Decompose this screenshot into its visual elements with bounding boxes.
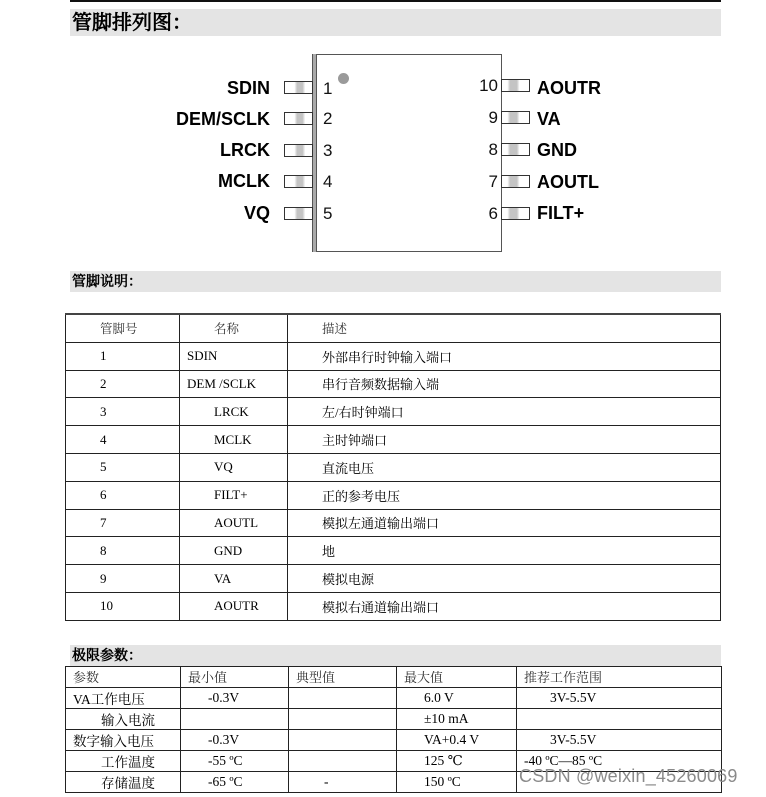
header-min: 最小值 <box>181 667 289 688</box>
pin-label-lrck: LRCK <box>220 140 270 160</box>
table-row <box>66 537 721 565</box>
pin-label-sdin: SDIN <box>226 78 270 98</box>
table-row <box>66 342 721 370</box>
cell-parameter: 工作温度 <box>66 750 181 771</box>
cell-max: 150 ºC <box>397 771 517 792</box>
pin-label-dem-sclk: DEM/SCLK <box>176 109 270 129</box>
pin-label-mclk: MCLK <box>218 171 270 191</box>
pin-lead-8 <box>501 143 530 156</box>
table-row <box>66 370 721 398</box>
pin-number-4: 4 <box>323 172 333 191</box>
cell-pin-number: 5 <box>66 453 180 481</box>
cell-typical: - <box>289 771 397 792</box>
pin-label-aoutl: AOUTL <box>537 172 599 192</box>
cell-pin-description: 地 <box>288 537 721 565</box>
pin-number-7: 7 <box>488 172 498 191</box>
cell-max: ±10 mA <box>397 708 517 729</box>
header-pin-number: 管脚号 <box>66 314 180 342</box>
cell-pin-description: 模拟右通道输出端口 <box>288 592 721 620</box>
pin-lead-5 <box>284 207 313 220</box>
csdn-watermark: CSDN @weixin_45260069 <box>519 766 738 786</box>
cell-pin-number: 4 <box>66 426 180 454</box>
cell-pin-description: 模拟电源 <box>288 565 721 593</box>
cell-parameter: 数字输入电压 <box>66 729 181 750</box>
cell-recommended-range: -40 ºC—85 ºC <box>517 750 722 771</box>
pin-number-5: 5 <box>323 204 333 223</box>
cell-pin-name: LRCK <box>180 398 288 426</box>
pin-label-va: VA <box>537 109 561 129</box>
cell-pin-description: 外部串行时钟输入端口 <box>288 342 721 370</box>
pin-lead-2 <box>284 112 313 125</box>
table-row <box>66 565 721 593</box>
pin-lead-10 <box>501 79 530 92</box>
cell-parameter: 输入电流 <box>66 708 181 729</box>
pin-lead-7 <box>501 175 530 188</box>
cell-recommended-range: 3V-5.5V <box>517 729 722 750</box>
pin-label-vq: VQ <box>243 203 270 223</box>
cell-pin-name: MCLK <box>180 426 288 454</box>
cell-min: -65 ºC <box>181 771 289 792</box>
cell-pin-description: 串行音频数据输入端 <box>288 370 721 398</box>
cell-pin-description: 主时钟端口 <box>288 426 721 454</box>
cell-pin-number: 2 <box>66 370 180 398</box>
cell-parameter: VA工作电压 <box>66 687 181 708</box>
cell-recommended-range <box>517 708 722 729</box>
cell-pin-name: DEM /SCLK <box>180 370 288 398</box>
cell-max: VA+0.4 V <box>397 729 517 750</box>
cell-max: 125 ℃ <box>397 750 517 771</box>
cell-max: 6.0 V <box>397 687 517 708</box>
pin-number-3: 3 <box>323 141 333 160</box>
cell-pin-name: AOUTR <box>180 592 288 620</box>
table-header-row <box>66 314 721 342</box>
cell-min: -0.3V <box>181 687 289 708</box>
table-row <box>66 398 721 426</box>
cell-min <box>181 708 289 729</box>
pin-number-10: 10 <box>479 76 498 95</box>
pin-label-gnd: GND <box>537 140 577 160</box>
cell-parameter: 存储温度 <box>66 771 181 792</box>
table-row <box>66 729 722 750</box>
cell-pin-name: VQ <box>180 453 288 481</box>
header-typical: 典型值 <box>289 667 397 688</box>
cell-pin-number: 6 <box>66 481 180 509</box>
cell-pin-description: 左/右时钟端口 <box>288 398 721 426</box>
cell-pin-number: 7 <box>66 509 180 537</box>
cell-pin-description: 正的参考电压 <box>288 481 721 509</box>
cell-min: -55 ºC <box>181 750 289 771</box>
cell-pin-number: 1 <box>66 342 180 370</box>
table-row <box>66 708 722 729</box>
pin-lead-9 <box>501 111 530 124</box>
table-row <box>66 592 721 620</box>
header-name: 名称 <box>180 314 288 342</box>
cell-pin-name: SDIN <box>180 342 288 370</box>
cell-typical <box>289 687 397 708</box>
pin-number-1: 1 <box>323 79 333 98</box>
cell-pin-description: 直流电压 <box>288 453 721 481</box>
pin-number-9: 9 <box>488 108 498 127</box>
cell-pin-name: FILT+ <box>180 481 288 509</box>
cell-recommended-range: 3V-5.5V <box>517 687 722 708</box>
pin-lead-1 <box>284 81 313 94</box>
table-row <box>66 426 721 454</box>
pin-lead-4 <box>284 175 313 188</box>
pin-label-aoutr: AOUTR <box>537 78 601 98</box>
cell-pin-number: 10 <box>66 592 180 620</box>
pin-description-section-title: 管脚说明： <box>70 271 721 292</box>
pin-number-2: 2 <box>323 109 333 128</box>
pin1-marker-icon <box>338 73 349 84</box>
table-row <box>66 509 721 537</box>
top-rule <box>70 0 721 2</box>
header-recommended-range: 推荐工作范围 <box>517 667 722 688</box>
table-row <box>66 687 722 708</box>
cell-pin-number: 8 <box>66 537 180 565</box>
pin-number-8: 8 <box>488 140 498 159</box>
cell-pin-name: GND <box>180 537 288 565</box>
pin-number-6: 6 <box>488 204 498 223</box>
pin-description-table <box>65 313 721 621</box>
cell-pin-name: AOUTL <box>180 509 288 537</box>
cell-pin-description: 模拟左通道输出端口 <box>288 509 721 537</box>
pinout-section-title: 管脚排列图： <box>70 9 721 36</box>
cell-pin-name: VA <box>180 565 288 593</box>
pin-lead-3 <box>284 144 313 157</box>
header-parameter: 参数 <box>66 667 181 688</box>
cell-pin-number: 9 <box>66 565 180 593</box>
limits-section-title: 极限参数： <box>70 645 721 666</box>
pin-lead-6 <box>501 207 530 220</box>
cell-min: -0.3V <box>181 729 289 750</box>
pin-label-filt: FILT+ <box>537 203 585 223</box>
cell-pin-number: 3 <box>66 398 180 426</box>
table-row <box>66 481 721 509</box>
cell-typical <box>289 708 397 729</box>
header-description: 描述 <box>288 314 721 342</box>
cell-typical <box>289 750 397 771</box>
table-header-row <box>66 667 722 688</box>
table-row <box>66 453 721 481</box>
header-max: 最大值 <box>397 667 517 688</box>
cell-typical <box>289 729 397 750</box>
